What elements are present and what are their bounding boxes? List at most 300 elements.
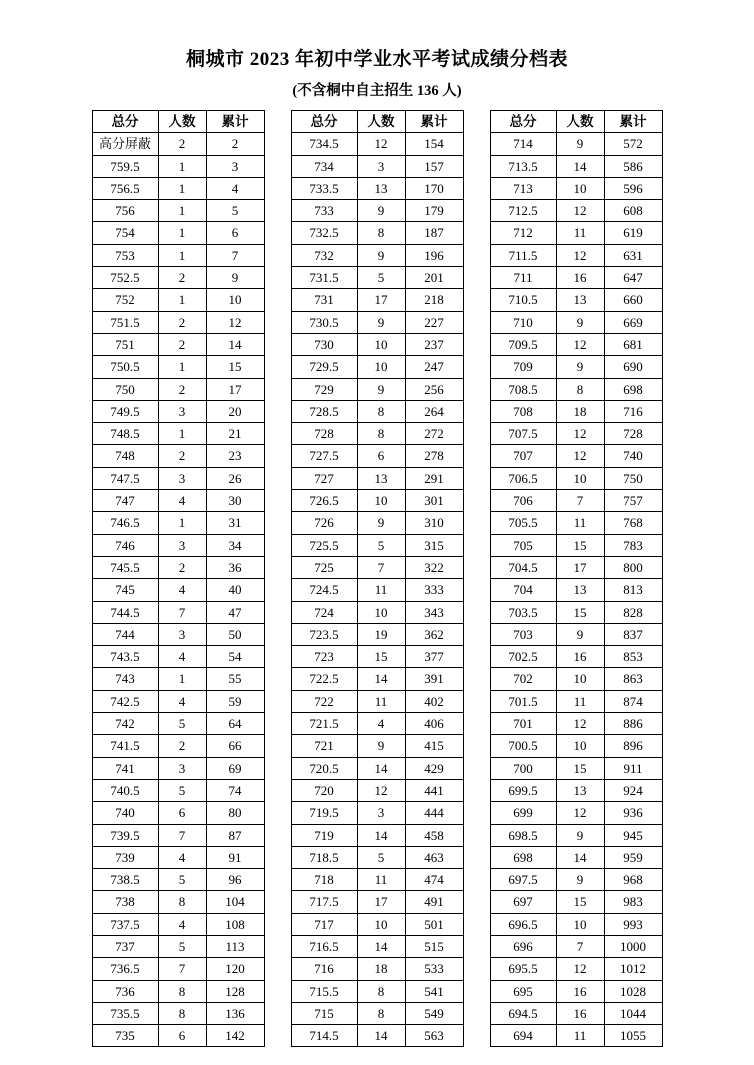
column-header-cumulative: 累计 <box>604 111 662 133</box>
cell-score: 744.5 <box>92 601 158 623</box>
cell-score: 730 <box>291 333 357 355</box>
table-row <box>92 668 264 690</box>
cell-score: 752.5 <box>92 267 158 289</box>
cell-cumulative: 813 <box>604 579 662 601</box>
table-row <box>490 935 662 957</box>
score-table-2 <box>291 110 464 1047</box>
cell-count: 4 <box>158 646 206 668</box>
cell-cumulative: 586 <box>604 155 662 177</box>
cell-score: 751.5 <box>92 311 158 333</box>
cell-score: 725 <box>291 556 357 578</box>
cell-cumulative: 40 <box>206 579 264 601</box>
cell-score: 714 <box>490 133 556 155</box>
cell-cumulative: 458 <box>405 824 463 846</box>
cell-score: 727.5 <box>291 445 357 467</box>
table-row <box>291 512 463 534</box>
cell-count: 11 <box>357 579 405 601</box>
table-row <box>490 244 662 266</box>
cell-count: 13 <box>556 779 604 801</box>
cell-cumulative: 563 <box>405 1025 463 1047</box>
cell-count: 16 <box>556 980 604 1002</box>
cell-score: 710 <box>490 311 556 333</box>
cell-count: 9 <box>357 735 405 757</box>
cell-count: 9 <box>357 200 405 222</box>
cell-count: 1 <box>158 668 206 690</box>
cell-cumulative: 74 <box>206 779 264 801</box>
cell-cumulative: 322 <box>405 556 463 578</box>
table-row <box>92 378 264 400</box>
cell-score: 716.5 <box>291 935 357 957</box>
table-row <box>92 913 264 935</box>
cell-count: 7 <box>556 490 604 512</box>
cell-count: 2 <box>158 267 206 289</box>
table-row <box>291 356 463 378</box>
table-row <box>490 534 662 556</box>
cell-count: 14 <box>357 668 405 690</box>
cell-score: 698 <box>490 846 556 868</box>
cell-cumulative: 362 <box>405 623 463 645</box>
table-row <box>291 980 463 1002</box>
cell-cumulative: 896 <box>604 735 662 757</box>
cell-score: 725.5 <box>291 534 357 556</box>
cell-score: 718 <box>291 869 357 891</box>
cell-cumulative: 549 <box>405 1002 463 1024</box>
table-row <box>92 423 264 445</box>
cell-score: 735.5 <box>92 1002 158 1024</box>
cell-count: 1 <box>158 244 206 266</box>
table-body-1 <box>92 133 264 1047</box>
cell-score: 729.5 <box>291 356 357 378</box>
cell-cumulative: 237 <box>405 333 463 355</box>
table-row <box>291 556 463 578</box>
cell-score: 730.5 <box>291 311 357 333</box>
table-row <box>490 177 662 199</box>
table-row <box>490 222 662 244</box>
table-row <box>291 311 463 333</box>
cell-score: 697 <box>490 891 556 913</box>
cell-score: 727 <box>291 467 357 489</box>
score-table-1 <box>92 110 265 1047</box>
table-row <box>92 155 264 177</box>
cell-cumulative: 187 <box>405 222 463 244</box>
table-row <box>92 735 264 757</box>
cell-cumulative: 108 <box>206 913 264 935</box>
cell-score: 729 <box>291 378 357 400</box>
cell-cumulative: 800 <box>604 556 662 578</box>
table-row <box>92 133 264 155</box>
cell-count: 8 <box>357 423 405 445</box>
cell-cumulative: 12 <box>206 311 264 333</box>
column-header-score: 总分 <box>92 111 158 133</box>
cell-count: 10 <box>556 913 604 935</box>
cell-cumulative: 1012 <box>604 958 662 980</box>
table-row <box>92 267 264 289</box>
table-row <box>92 757 264 779</box>
table-row <box>490 289 662 311</box>
page-subtitle: (不含桐中自主招生 136 人) <box>292 83 462 99</box>
cell-score: 747 <box>92 490 158 512</box>
cell-cumulative: 3 <box>206 155 264 177</box>
cell-cumulative: 87 <box>206 824 264 846</box>
cell-cumulative: 728 <box>604 423 662 445</box>
cell-count: 5 <box>158 869 206 891</box>
cell-cumulative: 681 <box>604 333 662 355</box>
table-row <box>490 623 662 645</box>
cell-score: 707.5 <box>490 423 556 445</box>
cell-count: 9 <box>357 378 405 400</box>
cell-cumulative: 572 <box>604 133 662 155</box>
cell-count: 15 <box>556 757 604 779</box>
table-row <box>490 735 662 757</box>
cell-count: 1 <box>158 177 206 199</box>
cell-cumulative: 227 <box>405 311 463 333</box>
cell-count: 9 <box>556 869 604 891</box>
cell-count: 12 <box>556 802 604 824</box>
table-row <box>490 1025 662 1047</box>
cell-score: 700.5 <box>490 735 556 757</box>
cell-count: 1 <box>158 512 206 534</box>
cell-cumulative: 264 <box>405 400 463 422</box>
table-row <box>92 802 264 824</box>
cell-count: 17 <box>556 556 604 578</box>
cell-score: 703 <box>490 623 556 645</box>
cell-count: 2 <box>158 378 206 400</box>
cell-score: 733.5 <box>291 177 357 199</box>
cell-score: 756 <box>92 200 158 222</box>
cell-score: 743 <box>92 668 158 690</box>
table-row <box>92 177 264 199</box>
cell-count: 8 <box>357 980 405 1002</box>
cell-score: 711 <box>490 267 556 289</box>
cell-cumulative: 333 <box>405 579 463 601</box>
cell-cumulative: 429 <box>405 757 463 779</box>
cell-count: 18 <box>556 400 604 422</box>
cell-count: 8 <box>357 400 405 422</box>
column-header-score: 总分 <box>291 111 357 133</box>
table-row <box>490 267 662 289</box>
cell-count: 9 <box>357 512 405 534</box>
cell-score: 742 <box>92 713 158 735</box>
cell-score: 741 <box>92 757 158 779</box>
cell-cumulative: 315 <box>405 534 463 556</box>
cell-cumulative: 104 <box>206 891 264 913</box>
table-row <box>291 467 463 489</box>
cell-score: 733 <box>291 200 357 222</box>
cell-count: 1 <box>158 155 206 177</box>
cell-cumulative: 66 <box>206 735 264 757</box>
cell-score: 717 <box>291 913 357 935</box>
cell-cumulative: 541 <box>405 980 463 1002</box>
cell-cumulative: 21 <box>206 423 264 445</box>
cell-cumulative: 17 <box>206 378 264 400</box>
table-row <box>490 668 662 690</box>
table-row <box>291 913 463 935</box>
cell-count: 13 <box>556 579 604 601</box>
cell-score: 720.5 <box>291 757 357 779</box>
cell-cumulative: 179 <box>405 200 463 222</box>
cell-score: 高分屏蔽 <box>92 133 158 155</box>
cell-score: 708 <box>490 400 556 422</box>
cell-cumulative: 218 <box>405 289 463 311</box>
table-row <box>291 133 463 155</box>
table-row <box>92 713 264 735</box>
table-row <box>490 713 662 735</box>
cell-cumulative: 391 <box>405 668 463 690</box>
table-row <box>490 333 662 355</box>
table-row <box>291 267 463 289</box>
cell-score: 738 <box>92 891 158 913</box>
cell-score: 695 <box>490 980 556 1002</box>
cell-cumulative: 2 <box>206 133 264 155</box>
cell-cumulative: 983 <box>604 891 662 913</box>
cell-score: 719.5 <box>291 802 357 824</box>
table-row <box>291 735 463 757</box>
cell-count: 13 <box>556 289 604 311</box>
table-row <box>490 311 662 333</box>
cell-count: 3 <box>158 623 206 645</box>
table-row <box>291 668 463 690</box>
cell-score: 700 <box>490 757 556 779</box>
cell-cumulative: 936 <box>604 802 662 824</box>
cell-count: 12 <box>357 133 405 155</box>
cell-cumulative: 31 <box>206 512 264 534</box>
cell-count: 14 <box>556 155 604 177</box>
table-header-row <box>92 111 264 133</box>
cell-score: 695.5 <box>490 958 556 980</box>
score-tables-container <box>0 110 754 1047</box>
cell-cumulative: 874 <box>604 690 662 712</box>
table-body-3 <box>490 133 662 1047</box>
cell-count: 7 <box>158 601 206 623</box>
cell-cumulative: 47 <box>206 601 264 623</box>
table-row <box>92 579 264 601</box>
cell-cumulative: 768 <box>604 512 662 534</box>
cell-score: 694.5 <box>490 1002 556 1024</box>
cell-score: 748.5 <box>92 423 158 445</box>
cell-count: 10 <box>556 177 604 199</box>
cell-count: 1 <box>158 356 206 378</box>
cell-cumulative: 911 <box>604 757 662 779</box>
cell-score: 715.5 <box>291 980 357 1002</box>
table-row <box>291 200 463 222</box>
table-row <box>490 824 662 846</box>
cell-cumulative: 608 <box>604 200 662 222</box>
table-row <box>291 400 463 422</box>
column-header-score: 总分 <box>490 111 556 133</box>
cell-score: 723 <box>291 646 357 668</box>
cell-cumulative: 80 <box>206 802 264 824</box>
table-row <box>490 155 662 177</box>
table-header-row <box>291 111 463 133</box>
cell-score: 750 <box>92 378 158 400</box>
cell-count: 12 <box>556 244 604 266</box>
cell-count: 2 <box>158 133 206 155</box>
cell-cumulative: 64 <box>206 713 264 735</box>
cell-cumulative: 136 <box>206 1002 264 1024</box>
cell-count: 3 <box>357 802 405 824</box>
cell-count: 9 <box>357 311 405 333</box>
cell-count: 1 <box>158 423 206 445</box>
cell-cumulative: 716 <box>604 400 662 422</box>
table-row <box>92 200 264 222</box>
cell-cumulative: 1000 <box>604 935 662 957</box>
cell-score: 746 <box>92 534 158 556</box>
cell-count: 16 <box>556 267 604 289</box>
table-row <box>92 601 264 623</box>
cell-count: 2 <box>158 333 206 355</box>
cell-score: 745 <box>92 579 158 601</box>
cell-cumulative: 863 <box>604 668 662 690</box>
cell-score: 701 <box>490 713 556 735</box>
cell-count: 7 <box>556 935 604 957</box>
table-row <box>291 958 463 980</box>
cell-score: 739.5 <box>92 824 158 846</box>
cell-count: 3 <box>158 757 206 779</box>
cell-count: 8 <box>158 1002 206 1024</box>
cell-score: 712.5 <box>490 200 556 222</box>
table-row <box>92 935 264 957</box>
cell-cumulative: 402 <box>405 690 463 712</box>
cell-count: 5 <box>158 935 206 957</box>
cell-count: 12 <box>556 200 604 222</box>
cell-count: 10 <box>357 333 405 355</box>
cell-score: 742.5 <box>92 690 158 712</box>
cell-score: 701.5 <box>490 690 556 712</box>
cell-cumulative: 853 <box>604 646 662 668</box>
cell-count: 6 <box>158 1025 206 1047</box>
cell-count: 10 <box>556 668 604 690</box>
cell-count: 3 <box>158 534 206 556</box>
cell-score: 732 <box>291 244 357 266</box>
cell-score: 715 <box>291 1002 357 1024</box>
cell-cumulative: 301 <box>405 490 463 512</box>
cell-cumulative: 631 <box>604 244 662 266</box>
cell-score: 710.5 <box>490 289 556 311</box>
table-row <box>291 646 463 668</box>
cell-score: 706.5 <box>490 467 556 489</box>
table-row <box>490 490 662 512</box>
column-header-count: 人数 <box>556 111 604 133</box>
cell-count: 8 <box>357 1002 405 1024</box>
cell-cumulative: 828 <box>604 601 662 623</box>
table-row <box>490 646 662 668</box>
cell-count: 9 <box>556 311 604 333</box>
cell-cumulative: 945 <box>604 824 662 846</box>
table-row <box>490 869 662 891</box>
cell-score: 702.5 <box>490 646 556 668</box>
table-row <box>92 980 264 1002</box>
cell-cumulative: 7 <box>206 244 264 266</box>
cell-count: 4 <box>158 846 206 868</box>
cell-score: 746.5 <box>92 512 158 534</box>
table-row <box>490 378 662 400</box>
cell-cumulative: 196 <box>405 244 463 266</box>
table-row <box>291 869 463 891</box>
cell-count: 11 <box>556 690 604 712</box>
table-row <box>490 980 662 1002</box>
cell-count: 11 <box>556 512 604 534</box>
cell-count: 11 <box>357 869 405 891</box>
table-row <box>291 423 463 445</box>
cell-cumulative: 6 <box>206 222 264 244</box>
cell-score: 759.5 <box>92 155 158 177</box>
cell-cumulative: 750 <box>604 467 662 489</box>
cell-count: 8 <box>556 378 604 400</box>
cell-score: 707 <box>490 445 556 467</box>
table-row <box>291 713 463 735</box>
cell-score: 719 <box>291 824 357 846</box>
score-table-3 <box>490 110 663 1047</box>
cell-cumulative: 343 <box>405 601 463 623</box>
cell-cumulative: 55 <box>206 668 264 690</box>
cell-cumulative: 1044 <box>604 1002 662 1024</box>
table-row <box>291 289 463 311</box>
cell-score: 697.5 <box>490 869 556 891</box>
cell-count: 10 <box>357 356 405 378</box>
cell-count: 2 <box>158 445 206 467</box>
cell-cumulative: 515 <box>405 935 463 957</box>
cell-cumulative: 310 <box>405 512 463 534</box>
cell-score: 732.5 <box>291 222 357 244</box>
table-row <box>92 958 264 980</box>
cell-cumulative: 968 <box>604 869 662 891</box>
cell-score: 756.5 <box>92 177 158 199</box>
table-row <box>490 958 662 980</box>
cell-count: 18 <box>357 958 405 980</box>
cell-count: 8 <box>158 980 206 1002</box>
cell-count: 4 <box>158 579 206 601</box>
table-row <box>291 222 463 244</box>
table-row <box>490 779 662 801</box>
cell-cumulative: 26 <box>206 467 264 489</box>
cell-cumulative: 501 <box>405 913 463 935</box>
cell-cumulative: 415 <box>405 735 463 757</box>
cell-cumulative: 256 <box>405 378 463 400</box>
cell-score: 702 <box>490 668 556 690</box>
cell-count: 8 <box>158 891 206 913</box>
table-row <box>291 891 463 913</box>
cell-count: 9 <box>556 133 604 155</box>
table-body-2 <box>291 133 463 1047</box>
cell-count: 5 <box>357 534 405 556</box>
cell-score: 748 <box>92 445 158 467</box>
cell-cumulative: 50 <box>206 623 264 645</box>
cell-count: 14 <box>357 1025 405 1047</box>
table-row <box>92 824 264 846</box>
cell-score: 722 <box>291 690 357 712</box>
cell-score: 724 <box>291 601 357 623</box>
cell-score: 712 <box>490 222 556 244</box>
cell-count: 12 <box>556 713 604 735</box>
table-row <box>92 869 264 891</box>
table-row <box>291 757 463 779</box>
cell-score: 728.5 <box>291 400 357 422</box>
cell-cumulative: 154 <box>405 133 463 155</box>
table-row <box>490 445 662 467</box>
cell-count: 2 <box>158 735 206 757</box>
cell-cumulative: 120 <box>206 958 264 980</box>
table-row <box>291 1025 463 1047</box>
table-row <box>92 222 264 244</box>
cell-count: 10 <box>357 601 405 623</box>
cell-count: 12 <box>556 445 604 467</box>
table-row <box>291 579 463 601</box>
cell-cumulative: 1028 <box>604 980 662 1002</box>
table-row <box>92 556 264 578</box>
cell-score: 714.5 <box>291 1025 357 1047</box>
cell-score: 694 <box>490 1025 556 1047</box>
cell-cumulative: 113 <box>206 935 264 957</box>
